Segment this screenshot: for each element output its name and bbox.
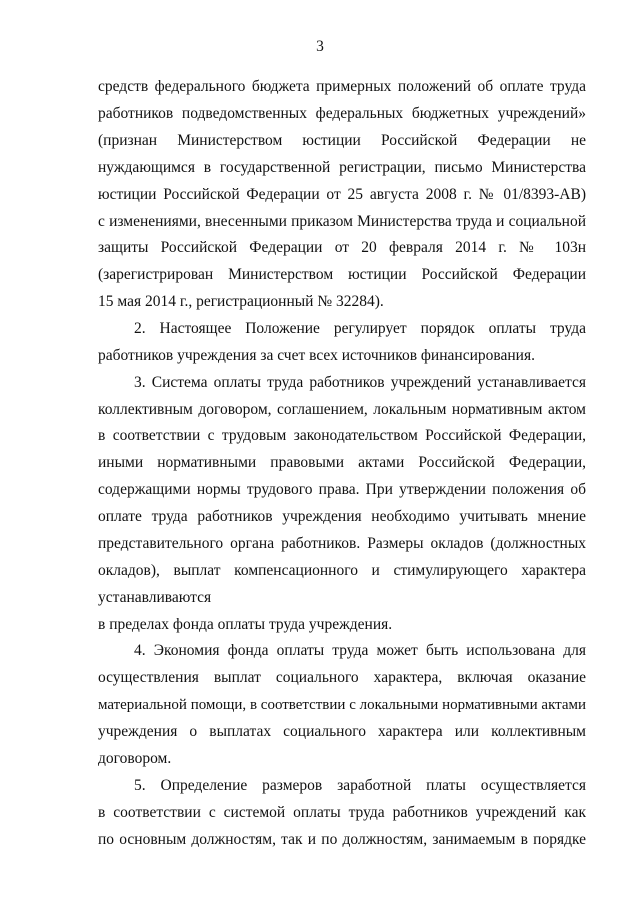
paragraph-5-line-1: 5. Определение размеров заработной платы осуществляется <box>134 777 586 794</box>
paragraph-1-line-3: (признан Министерством юстиции Российской Федерации не <box>98 132 586 149</box>
paragraph-1-line-2: работников подведомственных федеральных бюджетных учреждений» <box>98 105 586 122</box>
paragraph-1-line-8: (зарегистрирован Министерством юстиции Российской Федерации <box>98 266 586 283</box>
paragraph-5-line-3: по основным должностям, так и по должностям, занимаемым в порядке <box>98 831 586 848</box>
paragraph-3-line-3: в соответствии с трудовым законодательством Российской Федерации, <box>98 427 586 444</box>
paragraph-4-line-5: договором. <box>98 750 172 767</box>
paragraph-3-line-8: окладов), выплат компенсационного и стимулирующего характера <box>98 562 586 579</box>
paragraph-2-line-2: работников учреждения за счет всех источников финансирования. <box>98 347 535 364</box>
paragraph-3-line-10: в пределах фонда оплаты труда учреждения. <box>98 616 393 633</box>
paragraph-3-line-2: коллективным договором, соглашением, локальным нормативным актом <box>98 401 586 418</box>
paragraph-3-line-9: устанавливаются <box>98 589 212 606</box>
paragraph-3-line-6: оплате труда работников учреждения необходимо учитывать мнение <box>98 508 586 525</box>
paragraph-4-line-1: 4. Экономия фонда оплаты труда может быть использована для <box>134 642 586 659</box>
paragraph-3-line-4: иными нормативными правовыми актами Российской Федерации, <box>98 454 586 471</box>
page-number: 3 <box>316 38 324 55</box>
paragraph-3-line-5: содержащими нормы трудового права. При утверждении положения об <box>98 481 586 498</box>
paragraph-1-line-6: с изменениями, внесенными приказом Министерства труда и социальной <box>98 213 586 230</box>
paragraph-4-line-2: осуществления выплат социального характера, включая оказание <box>98 669 586 686</box>
paragraph-3-line-1: 3. Система оплаты труда работников учреждений устанавливается <box>134 374 586 391</box>
paragraph-1-line-7: защиты Российской Федерации от 20 февраля 2014 г. № 103н <box>98 239 586 256</box>
paragraph-1-line-4: нуждающимся в государственной регистрации, письмо Министерства <box>98 159 586 176</box>
paragraph-1-line-5: юстиции Российской Федерации от 25 августа 2008 г. № 01/8393-АВ) <box>98 186 586 203</box>
paragraph-5-line-2: в соответствии с системой оплаты труда работников учреждений как <box>98 804 586 821</box>
paragraph-4-line-3: материальной помощи, в соответствии с локальными нормативными актами <box>98 697 586 713</box>
paragraph-3-line-7: представительного органа работников. Размеры окладов (должностных <box>98 535 586 552</box>
paragraph-2-line-1: 2. Настоящее Положение регулирует порядок оплаты труда <box>134 320 586 337</box>
paragraph-4-line-4: учреждения о выплатах социального характера или коллективным <box>98 723 586 740</box>
paragraph-1-line-1: средств федерального бюджета примерных положений об оплате труда <box>98 78 586 95</box>
paragraph-1-line-9: 15 мая 2014 г., регистрационный № 32284). <box>98 293 384 310</box>
